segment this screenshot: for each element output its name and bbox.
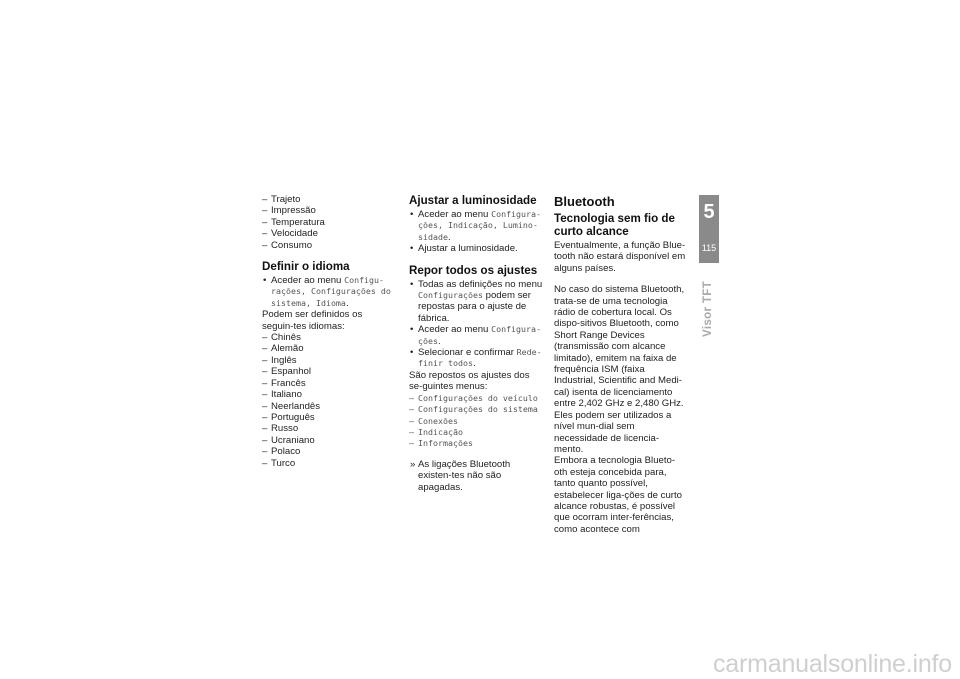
paragraph: Eventualmente, a função Blue-tooth não estará disponível em alguns países. (554, 240, 686, 274)
column-middle (409, 194, 544, 493)
language-steps (262, 275, 394, 309)
reset-steps (409, 279, 544, 370)
list-item: – Polaco (262, 446, 394, 457)
list-item: – Alemão (262, 343, 394, 354)
list-item: – Configurações do veículo (409, 393, 544, 404)
column-right (554, 194, 688, 535)
menu-path: Rede-finir todos (418, 347, 542, 369)
menu-path: Configurações (418, 290, 483, 301)
step-text: Aceder ao menu (418, 209, 492, 220)
reset-menu-list (409, 393, 544, 450)
page-number: 115 (701, 243, 717, 253)
list-item: – Configurações do sistema (409, 404, 544, 415)
step-text: podem ser repostas para o ajuste de fábrica. (418, 290, 531, 324)
list-item: – Trajeto (262, 194, 394, 205)
list-item: – Chinês (262, 332, 394, 343)
trip-list (262, 194, 394, 251)
step-text: . (437, 335, 441, 347)
chapter-tab (699, 195, 719, 263)
menu-path: Configura-ções (418, 324, 542, 346)
watermark: carmanualsonline.info (712, 650, 952, 678)
paragraph: No caso do sistema Bluetooth, trata-se de uma tecnologia rádio de cobertura local. Os dispo-sitivos Bluetooth, como Short Range Devices (transmissão com alcance limitado), emitem na faixa de frequência ISM (faixa Industrial, Scientific and Medi-cal) isenta de licenciamento entre 2,402 GHz e 2,480 GHz. Eles podem ser utilizados a nível mun-dial sem necessidade de licencia-mento. (554, 284, 685, 455)
step-text: . (447, 231, 451, 243)
step-item (409, 279, 544, 325)
list-item: – Russo (262, 423, 394, 434)
subheading-short-range: Tecnologia sem fio de curto alcance (554, 212, 675, 238)
step-text: . (472, 358, 476, 370)
section-label: Visor TFT (701, 281, 714, 337)
step-item (262, 275, 394, 309)
reset-intro: São repostos os ajustes dos se-guintes menus: (409, 369, 530, 393)
list-item: – Indicação (409, 427, 544, 438)
bluetooth-note: » As ligações Bluetooth existen-tes não são apagadas. (409, 459, 544, 493)
menu-path: Configura-ções, Indicação, Lumino-sidade (418, 209, 542, 242)
list-item: – Conexões (409, 416, 544, 427)
language-intro: Podem ser definidos os seguin-tes idiomas: (262, 309, 363, 332)
step-text: Aceder ao menu (271, 275, 345, 287)
list-item: – Ucraniano (262, 435, 394, 446)
list-item: – Italiano (262, 389, 394, 400)
list-item: – Informações (409, 438, 544, 449)
paragraph: Embora a tecnologia Blueto-oth esteja concebida para, tanto quanto possível, estabelecer liga-ções de curto alcance robustas, é possível que ocorram inter-ferências, como acontece com (554, 455, 682, 535)
step-text: Selecionar e confirmar (418, 347, 517, 359)
brightness-steps (409, 209, 544, 255)
section-heading-brightness: Ajustar a luminosidade (409, 194, 537, 207)
step-item (409, 347, 544, 370)
list-item: – Inglês (262, 355, 394, 366)
menu-path: Configu-rações, Configurações do sistema, Idioma (271, 275, 391, 308)
chapter-number: 5 (703, 201, 715, 223)
step-text: . (345, 297, 349, 309)
step-item (409, 324, 544, 347)
list-item: – Temperatura (262, 217, 394, 228)
list-item: – Neerlandês (262, 401, 394, 412)
step-text: Aceder ao menu (418, 324, 492, 336)
column-left (262, 194, 394, 469)
list-item: – Impressão (262, 205, 394, 216)
language-list (262, 332, 394, 469)
list-item: – Turco (262, 458, 394, 469)
step-text: Todas as definições no menu (418, 278, 543, 290)
section-heading-reset: Repor todos os ajustes (409, 263, 538, 277)
section-heading-language: Definir o idioma (262, 260, 350, 274)
list-item: – Francês (262, 378, 394, 389)
list-item: – Velocidade (262, 228, 394, 239)
step-item: • Ajustar a luminosidade. (409, 243, 544, 254)
list-item: – Espanhol (262, 366, 394, 377)
list-item: – Português (262, 412, 394, 423)
step-item (409, 209, 544, 243)
list-item: – Consumo (262, 240, 394, 251)
section-title-bluetooth: Bluetooth (554, 194, 615, 209)
